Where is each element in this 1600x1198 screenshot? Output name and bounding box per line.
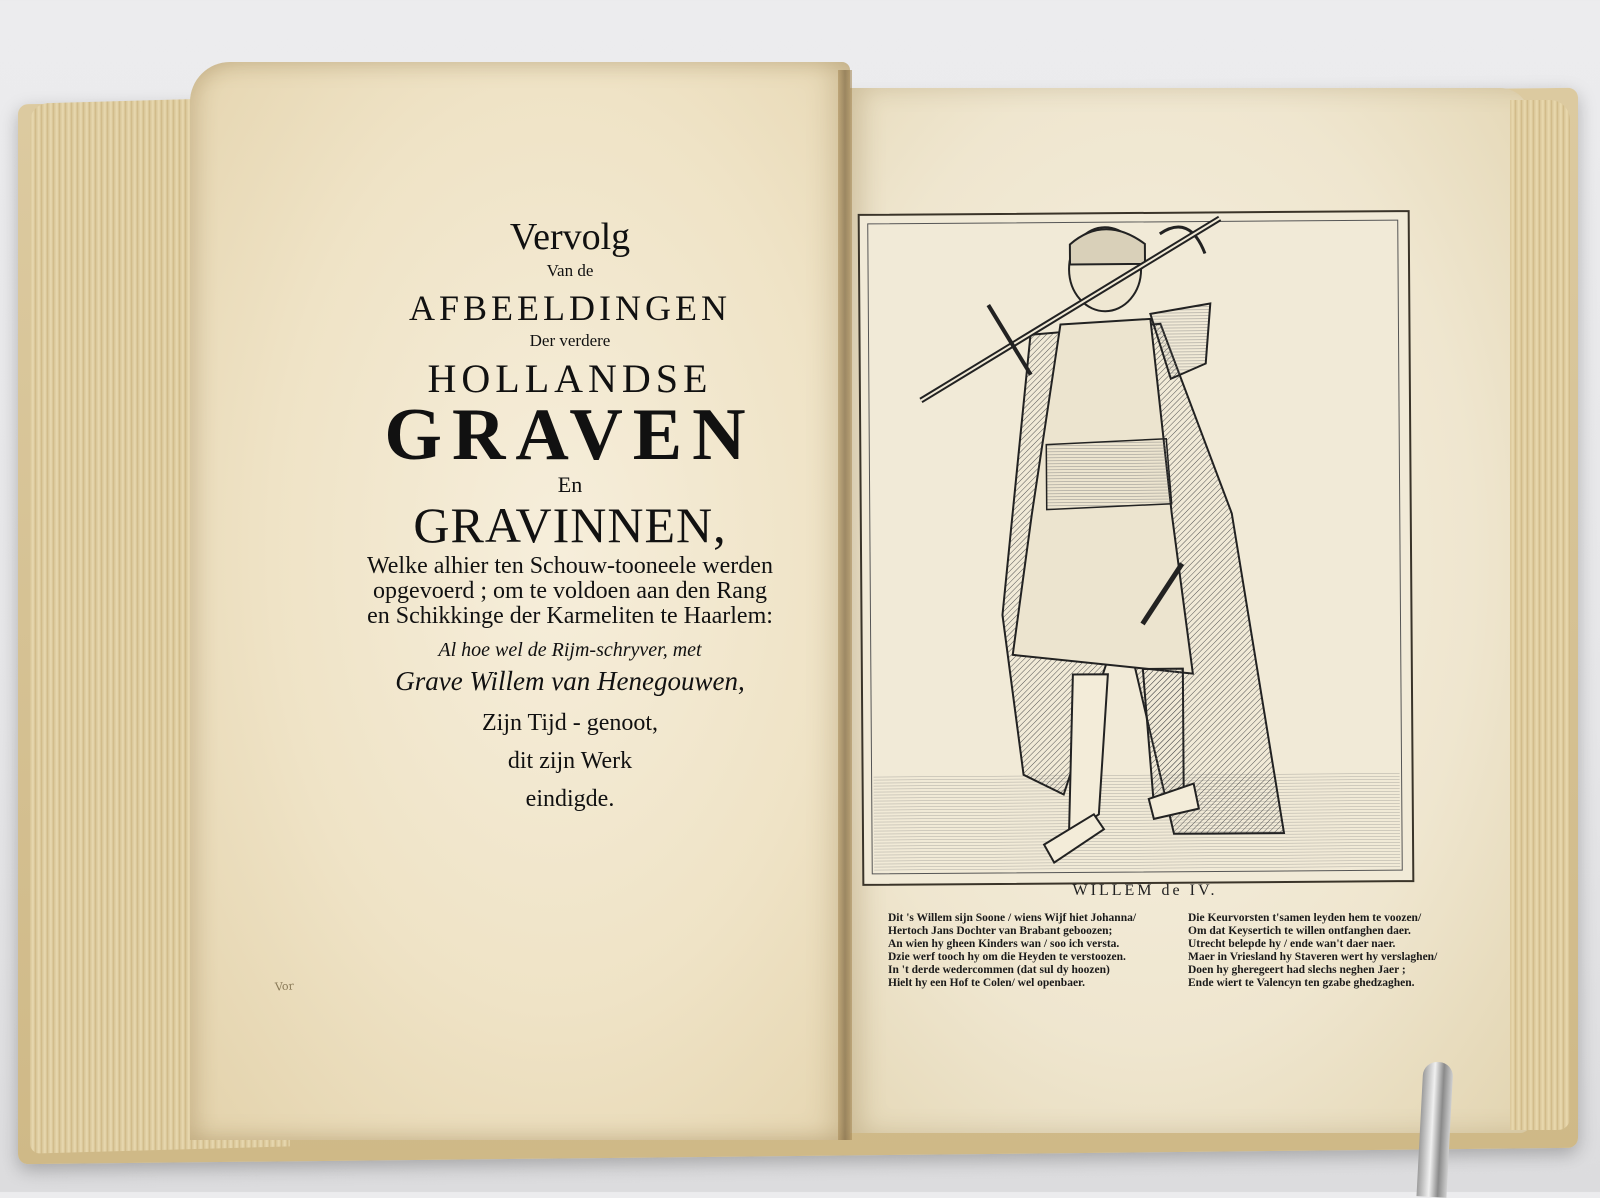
verse-left-line: Hielt hy een Hof te Colen/ wel openbaer. bbox=[888, 977, 1085, 989]
body-line-6: Zijn Tijd - genoot, bbox=[481, 710, 659, 736]
title-der-verdere: Der verdere bbox=[529, 331, 611, 350]
knight-engraving bbox=[860, 212, 1413, 884]
silver-bookmark bbox=[1416, 1061, 1453, 1197]
verse-right-line: Utrecht belepde hy / ende wan't daer naer. bbox=[1188, 938, 1396, 950]
title-vervolg: Vervolg bbox=[509, 216, 631, 258]
body-line-4: Al hoe wel de Rijm-schryver, met bbox=[438, 639, 702, 661]
title-van-de: Van de bbox=[546, 261, 594, 280]
body-line-3: en Schikkinge der Karmeliten te Haarlem: bbox=[367, 603, 773, 629]
body-line-5: Grave Willem van Henegouwen, bbox=[395, 666, 745, 696]
verse-left-column bbox=[888, 912, 1188, 990]
verse-right-line: Ende wiert te Valencyn ten gzabe ghedzaghen. bbox=[1188, 977, 1415, 989]
verse-left-line: Hertoch Jans Dochter van Brabant geboozen; bbox=[888, 925, 1113, 937]
title-en: En bbox=[557, 472, 583, 497]
title-afbeeldingen: AFBEELDINGEN bbox=[409, 288, 731, 328]
verse-left-line: Dit 's Willem sijn Soone / wiens Wijf hiet Johanna/ bbox=[888, 912, 1137, 924]
verse-left-line: In 't derde wedercommen (dat sul dy hoozen) bbox=[888, 964, 1110, 976]
page-folio: Vor bbox=[274, 979, 295, 994]
right-page-edges bbox=[1510, 100, 1570, 1130]
verse-right-line: Om dat Keysertich te willen ontfanghen daer. bbox=[1188, 925, 1411, 937]
verse-right-line: Die Keurvorsten t'samen leyden hem te voozen/ bbox=[1188, 912, 1422, 924]
verse-left-line: Dzie werf tooch hy om die Heyden te verstoozen. bbox=[888, 951, 1126, 963]
verse-left-line: An wien hy gheen Kinders wan / soo ich versta. bbox=[888, 938, 1120, 950]
title-page-text bbox=[300, 215, 840, 811]
title-graven: GRAVEN bbox=[384, 394, 756, 476]
title-gravinnen: GRAVINNEN, bbox=[413, 497, 727, 553]
verse-right-column bbox=[1188, 912, 1478, 990]
engraving-plate bbox=[858, 210, 1415, 886]
body-line-7: dit zijn Werk bbox=[507, 748, 633, 774]
verse-right-line: Doen hy gheregeert had slechs neghen Jaer ; bbox=[1188, 964, 1406, 976]
title-hollandse: HOLLANDSE bbox=[427, 356, 713, 401]
verse-right-line: Maer in Vriesland hy Staveren wert hy verslaghen/ bbox=[1188, 951, 1438, 963]
body-line-1: Welke alhier ten Schouw-tooneele werden bbox=[367, 553, 773, 579]
book-gutter bbox=[838, 70, 852, 1140]
body-line-8: eindigde. bbox=[525, 786, 615, 812]
engraving-caption: WILLEM de IV. bbox=[1072, 882, 1218, 899]
body-line-2: opgevoerd ; om te voldoen aan den Rang bbox=[373, 578, 767, 604]
